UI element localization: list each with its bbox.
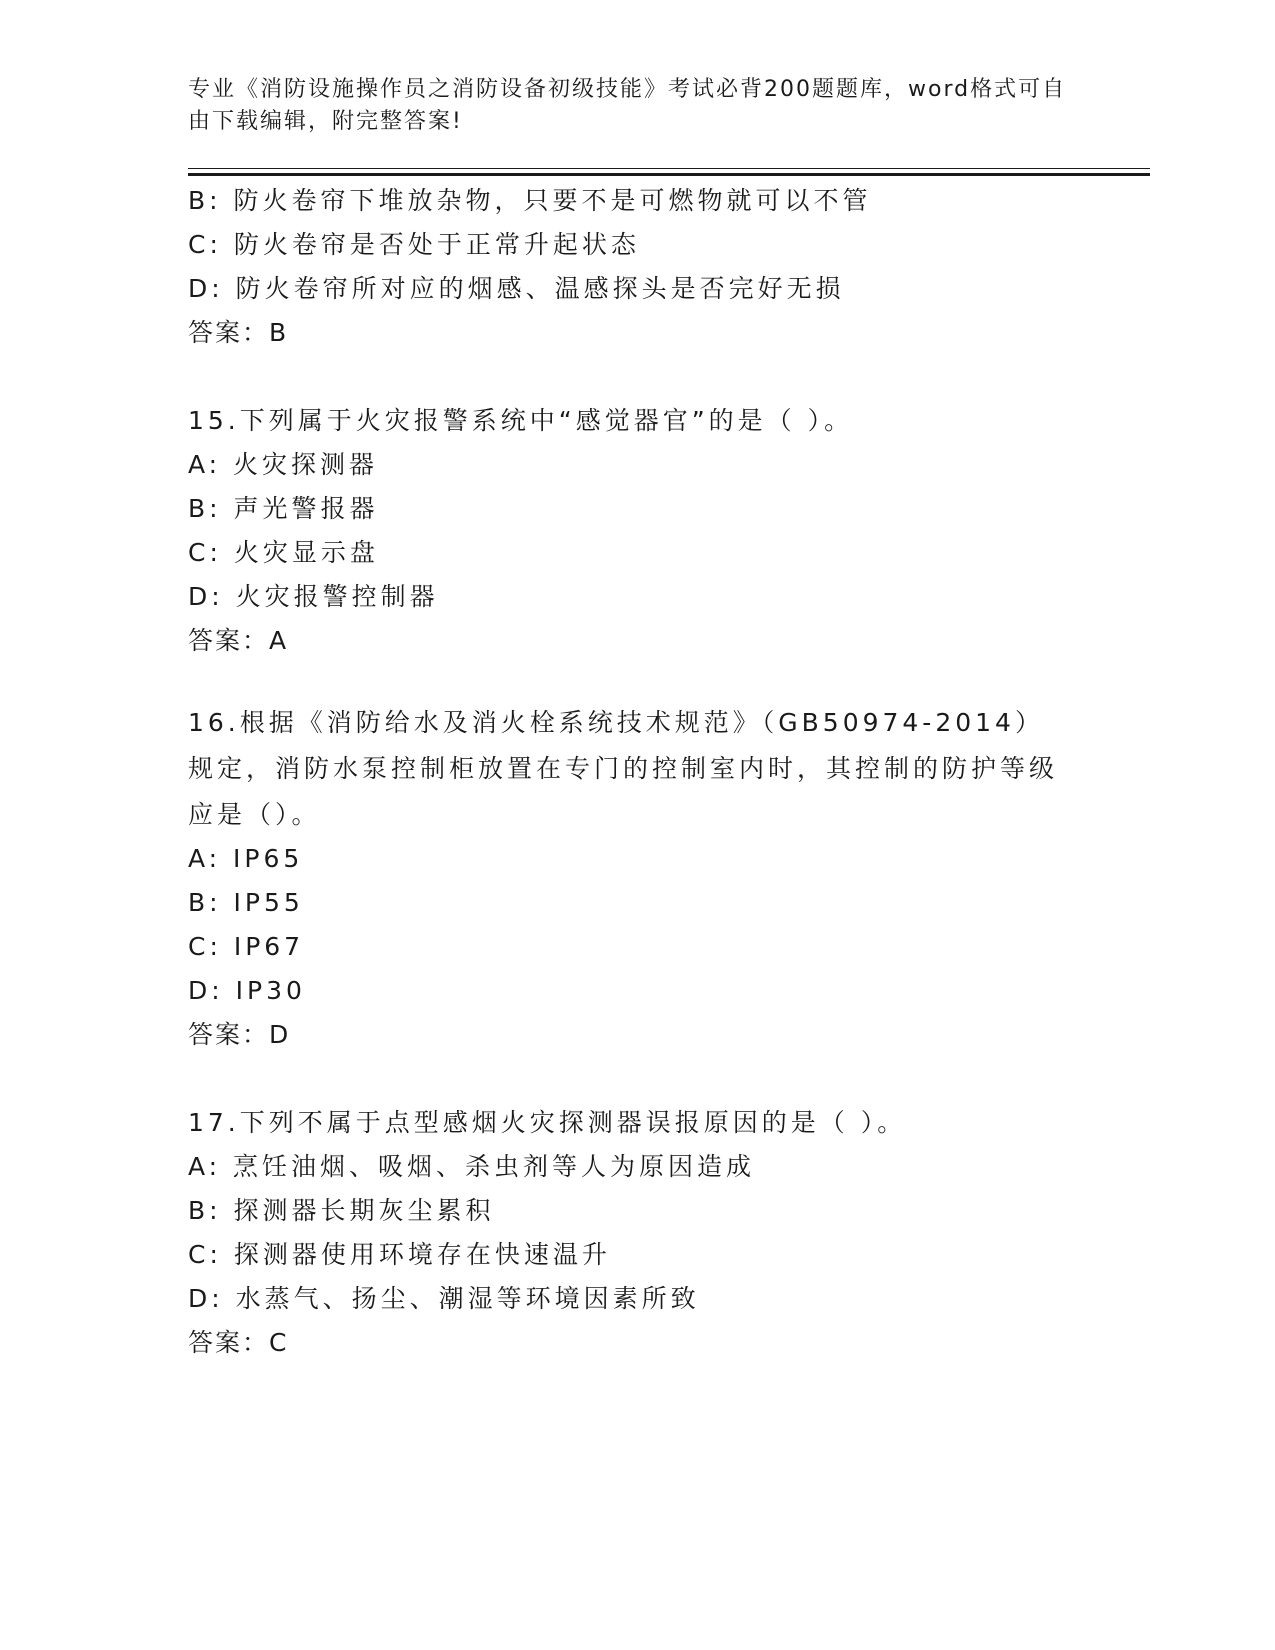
q15-option-d: D: 火灾报警控制器 <box>188 582 439 611</box>
q15-answer: 答案：A <box>188 626 289 655</box>
q17-option-b: B: 探测器长期灰尘累积 <box>188 1196 495 1225</box>
q15-option-b: B: 声光警报器 <box>188 494 379 523</box>
q14-option-d: D: 防火卷帘所对应的烟感、温感探头是否完好无损 <box>188 274 845 303</box>
q17-option-c: C: 探测器使用环境存在快速温升 <box>188 1240 611 1269</box>
q15-option-c: C: 火灾显示盘 <box>188 538 379 567</box>
header-divider-thin <box>188 168 1150 169</box>
q16-answer: 答案：D <box>188 1020 291 1049</box>
q16-option-a: A: IP65 <box>188 844 304 873</box>
q17-question: 17.下列不属于点型感烟火灾探测器误报原因的是（ ）。 <box>188 1108 907 1137</box>
q14-answer: 答案：B <box>188 318 289 347</box>
header-divider-thick <box>188 173 1150 176</box>
q17-option-d: D: 水蒸气、扬尘、潮湿等环境因素所致 <box>188 1284 700 1313</box>
q16-option-b: B: IP55 <box>188 888 304 917</box>
q16-option-c: C: IP67 <box>188 932 305 961</box>
q17-answer: 答案：C <box>188 1328 289 1357</box>
q14-option-c: C: 防火卷帘是否处于正常升起状态 <box>188 230 640 259</box>
q15-option-a: A: 火灾探测器 <box>188 450 379 479</box>
q14-option-b: B: 防火卷帘下堆放杂物，只要不是可燃物就可以不管 <box>188 186 872 215</box>
q17-option-a: A: 烹饪油烟、吸烟、杀虫剂等人为原因造成 <box>188 1152 756 1181</box>
q15-question: 15.下列属于火灾报警系统中“感觉器官”的是（ ）。 <box>188 406 854 435</box>
q16-question: 16.根据《消防给水及消火栓系统技术规范》（GB50974-2014）规定，消防水泵控制柜放置在专门的控制室内时，其控制的防护等级应是（）。 <box>188 708 1059 829</box>
document-header: 专业《消防设施操作员之消防设备初级技能》考试必背200题题库，word格式可自由下载编辑，附完整答案! <box>188 77 1067 134</box>
q16-option-d: D: IP30 <box>188 976 306 1005</box>
